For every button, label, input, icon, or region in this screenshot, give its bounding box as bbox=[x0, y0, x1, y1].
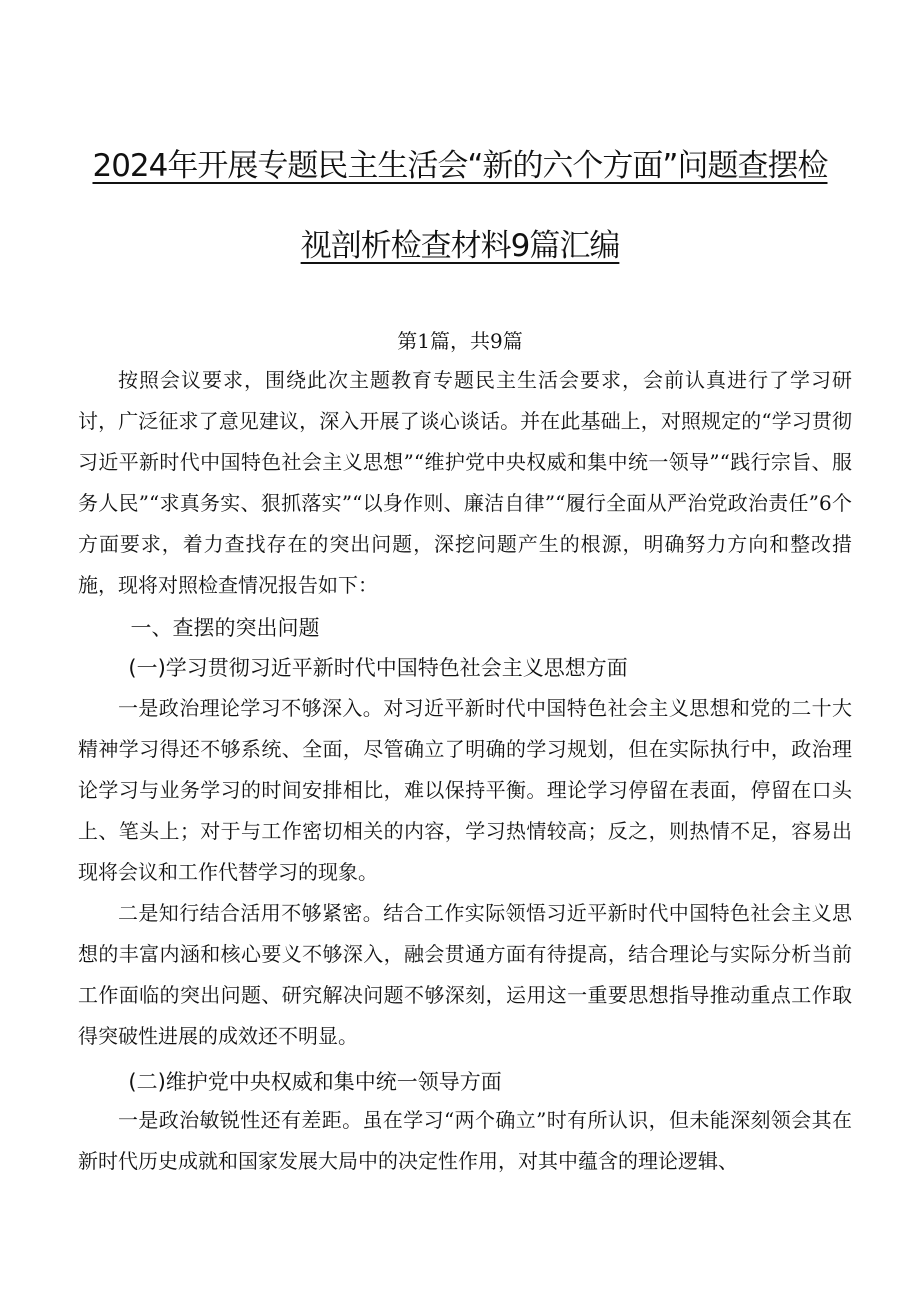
section-heading-1: 一、查摆的突出问题 bbox=[130, 616, 320, 640]
intro-paragraph: 按照会议要求，围绕此次主题教育专题民主生活会要求，会前认真进行了学习研讨，广泛征求了意见建议，深入开展了谈心谈话。并在此基础上，对照规定的“学习贯彻习近平新时代中国特色社会主义思想”“维护党中央权威和集中统一领导”“践行宗旨、服务人民”“求真务实、狠抓落实”“以身作则、廉洁自律”“履行全面从严治党政治责任”6个方面要求，着力查找存在的突出问题，深挖问题产生的根源，明确努力方向和整改措施，现将对照检查情况报告如下： bbox=[78, 368, 852, 597]
subsection-heading-1-1: (一)学习贯彻习近平新时代中国特色社会主义思想方面 bbox=[128, 656, 628, 680]
paragraph-1-2-a: 一是政治敏锐性还有差距。虽在学习“两个确立”时有所认识，但未能深刻领会其在新时代历史成就和国家发展大局中的决定性作用，对其中蕴含的理论逻辑、 bbox=[78, 1108, 852, 1173]
subsection-heading-1-2: (二)维护党中央权威和集中统一领导方面 bbox=[128, 1070, 502, 1094]
document-title-line-1 bbox=[0, 140, 920, 185]
paragraph-1-1-a: 一是政治理论学习不够深入。对习近平新时代中国特色社会主义思想和党的二十大精神学习得还不够系统、全面，尽管确立了明确的学习规划，但在实际执行中，政治理论学习与业务学习的时间安排相比，难以保持平衡。理论学习停留在表面，停留在口头上、笔头上；对于与工作密切相关的内容，学习热情较高；反之，则热情不足，容易出现将会议和工作代替学习的现象。 bbox=[78, 696, 852, 884]
part-label: 第1篇，共9篇 bbox=[397, 329, 523, 353]
document-title-text-2: 视剖析检查材料9篇汇编 bbox=[300, 228, 620, 264]
document-title-line-2 bbox=[0, 220, 920, 265]
paragraph-1-1-b: 二是知行结合活用不够紧密。结合工作实际领悟习近平新时代中国特色社会主义思想的丰富内涵和核心要义不够深入，融会贯通方面有待提高，结合理论与实际分析当前工作面临的突出问题、研究解决问题不够深刻，运用这一重要思想指导推动重点工作取得突破性进展的成效还不明显。 bbox=[78, 901, 852, 1048]
document-title-text-1: 2024年开展专题民主生活会“新的六个方面”问题查摆检 bbox=[92, 148, 828, 184]
